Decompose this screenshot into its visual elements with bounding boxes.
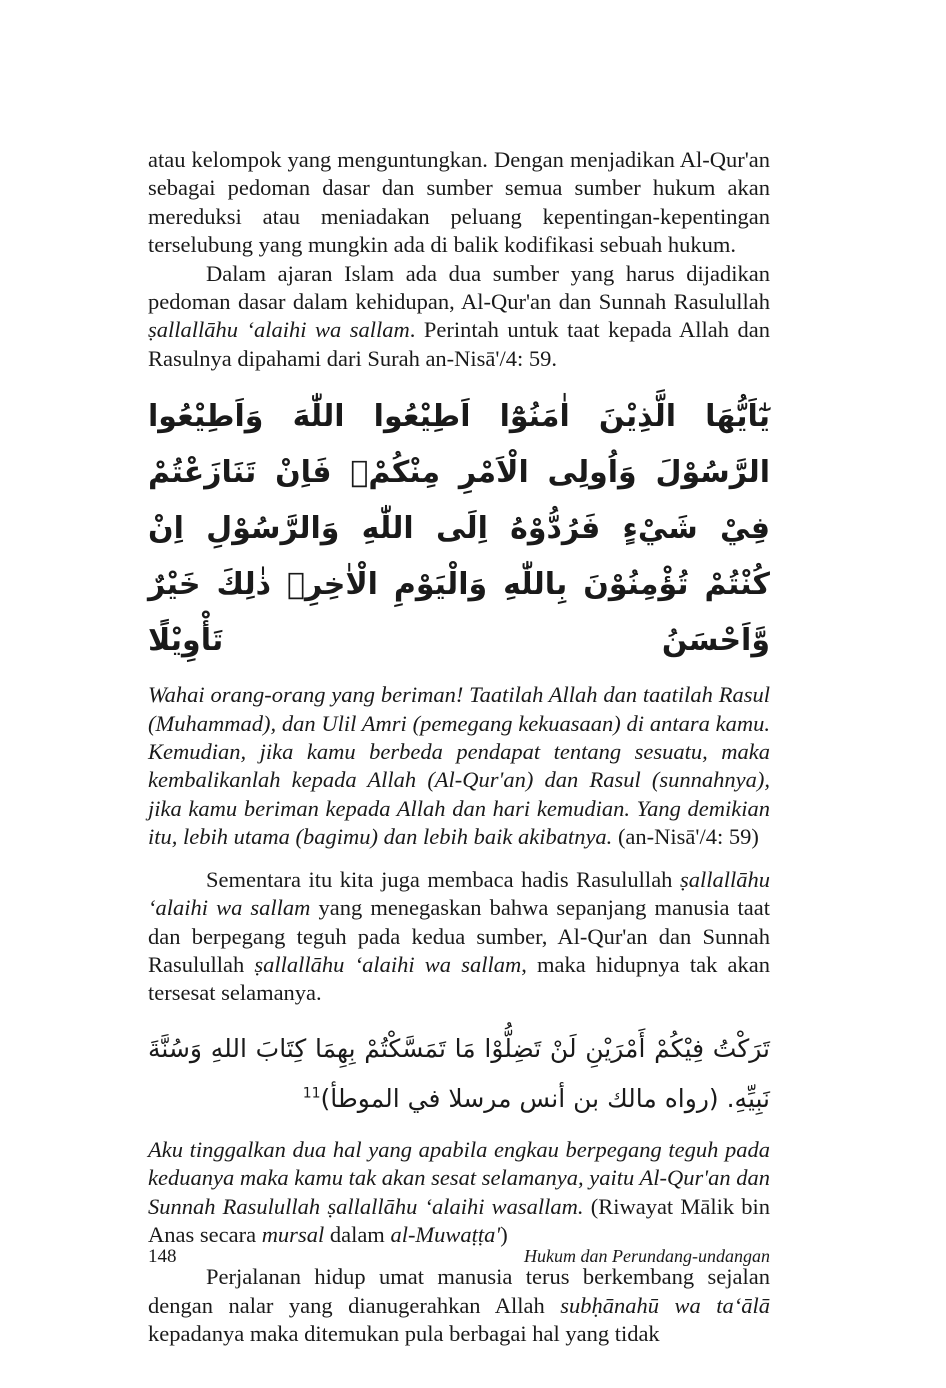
hadith-arabic-text: تَرَكْتُ فِيْكُمْ أَمْرَيْنِ لَنْ تَضِلُّوْا مَا تَمَسَّكْتُمْ بِهِمَا كِتَابَ اللهِ وَسُنَّةَ نَبِيِّهِ. (رواه مالك بن أنس مرسلا في الموطأ) [148, 1033, 770, 1113]
honorific-text: subḥānahū wa ta‘ālā [560, 1292, 770, 1318]
honorific-text: ṣallallāhu ‘alaihi wa sallam [148, 317, 410, 343]
page-number: 148 [148, 1246, 177, 1267]
paragraph-text: kepadanya maka ditemukan pula berbagai hal yang tidak [148, 1321, 660, 1347]
paragraph-text: . Perintah untuk taat kepada Allah dan Rasulnya dipahami dari Surah an-Nisā'/4: 59. [148, 317, 771, 371]
page-body [148, 146, 770, 1349]
hadith-translation [148, 1136, 770, 1250]
paragraph-text: Sementara itu kita juga membaca hadis Rasulullah [206, 866, 680, 892]
quran-verse-translation [148, 681, 770, 851]
hadith-source-term: mursal [261, 1221, 325, 1247]
running-title: Hukum dan Perundang-undangan [524, 1246, 770, 1266]
paragraph-text: yang menegaskan bahwa sepanjang manusia taat dan berpegang teguh pada kedua sumber, Al-Qur'an dan Sunnah Rasulullah [148, 895, 770, 977]
hadith-source-text: dalam [324, 1221, 391, 1247]
paragraph-text: Dalam ajaran Islam ada dua sumber yang harus dijadikan pedoman dasar dalam kehidupan, Al-Qur'an dan Sunnah Rasulullah [148, 260, 770, 315]
paragraph-text: , maka hidupnya tak akan tersesat selamanya. [148, 951, 770, 1006]
hadith-source-text: (Riwayat Mālik bin Anas secara [148, 1193, 770, 1247]
page-footer [148, 1246, 770, 1272]
hadith-translation-text: Aku tinggalkan dua hal yang apabila engkau berpegang teguh pada keduanya maka kamu tak akan sesat selamanya, yaitu Al-Qur'an dan Sunnah Rasulullah ṣallallāhu ‘alaihi wasallam. [148, 1136, 770, 1219]
paragraph-text: Perjalanan hidup umat manusia terus berkembang sejalan dengan nalar yang dianugerahkan Allah [148, 1264, 770, 1318]
paragraph-hadis [148, 866, 770, 1008]
honorific-text: ṣallallāhu ‘alaihi wa sallam [254, 951, 522, 977]
quran-verse-arabic: يٰٓاَيُّهَا الَّذِيْنَ اٰمَنُوْٓا اَطِيْعُوا اللّٰهَ وَاَطِيْعُوا الرَّسُوْلَ وَاُولِى الْاَمْرِ مِنْكُمْۚ فَاِنْ تَنَازَعْتُمْ فِيْ شَيْءٍ فَرُدُّوْهُ اِلَى اللّٰهِ وَالرَّسُوْلِ اِنْ كُنْتُمْ تُؤْمِنُوْنَ بِاللّٰهِ وَالْيَوْمِ الْاٰخِرِۗ ذٰلِكَ خَيْرٌ وَّاَحْسَنُ تَأْوِيْلًا [148, 399, 770, 659]
paragraph-perjalanan-hidup [148, 1263, 770, 1348]
hadith-source-book: al-Muwaṭṭa' [390, 1221, 501, 1247]
honorific-text: ṣallallāhu ‘alaihi wa sallam [148, 866, 770, 921]
verse-reference: (an-Nisā'/4: 59) [612, 824, 759, 850]
footnote-marker: 11 [302, 1085, 321, 1102]
paragraph-text: atau kelompok yang menguntungkan. Dengan menjadikan Al-Qur'an sebagai pedoman dasar dan sumber semua sumber hukum akan mereduksi atau meniadakan peluang kepentingan-kepentingan terselubung yang mungkin ada di balik kodifikasi sebuah hukum. [148, 147, 770, 258]
hadith-arabic [148, 1024, 770, 1124]
paragraph-kodifikasi [148, 146, 770, 260]
paragraph-dua-sumber [148, 260, 770, 374]
verse-translation-text: Wahai orang-orang yang beriman! Taatilah Allah dan taatilah Rasul (Muhammad), dan Ulil Amri (pemegang kekuasaan) di antara kamu. Kemudian, jika kamu berbeda pendapat tentang sesuatu, maka kembalikanlah kepada Allah (Al-Qur'an) dan Rasul (sunnahnya), jika kamu beriman kepada Allah dan hari kemudian. Yang demikian itu, lebih utama (bagimu) dan lebih baik akibatnya. [148, 682, 770, 850]
hadith-source-text: ) [500, 1221, 508, 1247]
